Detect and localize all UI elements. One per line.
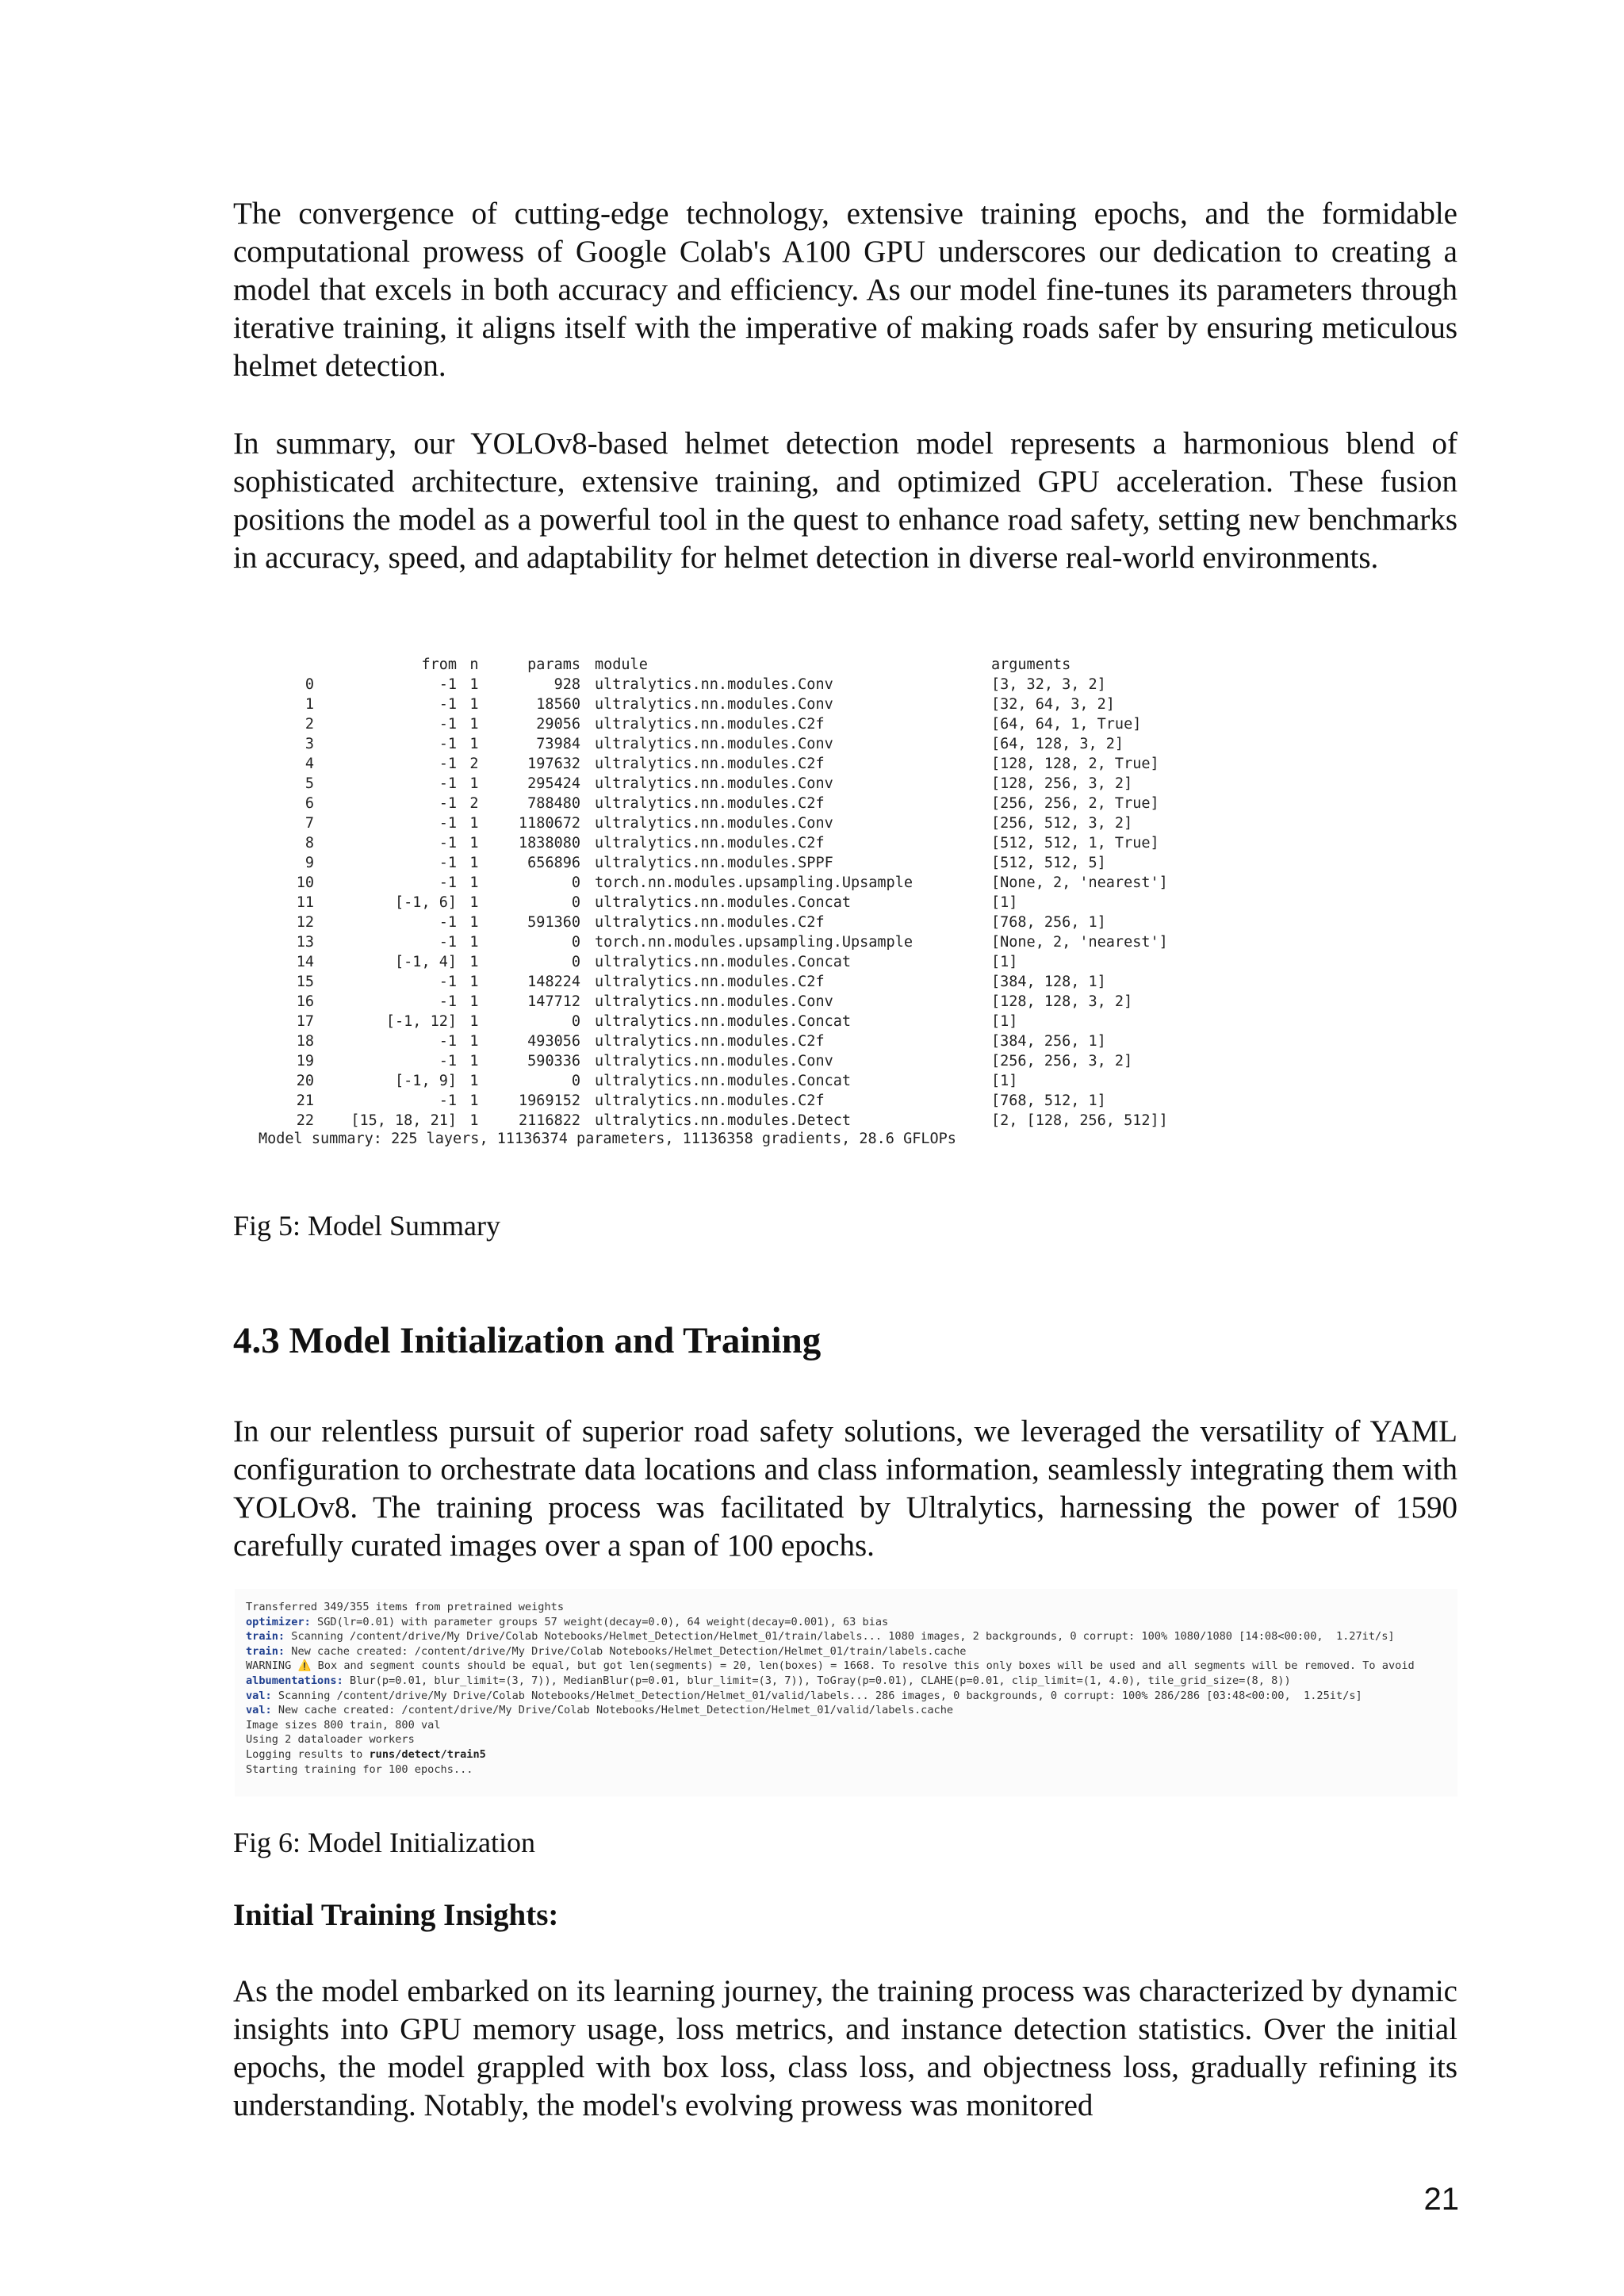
cell-module: torch.nn.modules.upsampling.Upsample bbox=[595, 874, 913, 891]
cell-index: 10 bbox=[296, 874, 314, 891]
cell-module: ultralytics.nn.modules.C2f bbox=[595, 914, 825, 931]
cell-arguments: [768, 256, 1] bbox=[991, 914, 1106, 931]
cell-index: 6 bbox=[304, 795, 314, 812]
cell-n: 1 bbox=[469, 1093, 479, 1109]
cell-arguments: [128, 128, 3, 2] bbox=[991, 993, 1133, 1010]
table-row bbox=[259, 734, 1308, 754]
cell-arguments: [128, 128, 2, True] bbox=[991, 756, 1159, 772]
cell-module: ultralytics.nn.modules.Detect bbox=[595, 1112, 852, 1129]
cell-index: 7 bbox=[304, 815, 314, 832]
cell-params: 0 bbox=[571, 874, 580, 891]
cell-index: 12 bbox=[296, 914, 314, 931]
cell-arguments: [512, 512, 1, True] bbox=[991, 835, 1159, 851]
cell-params: 788480 bbox=[527, 795, 580, 812]
cell-arguments: [None, 2, 'nearest'] bbox=[991, 934, 1168, 951]
cell-from: -1 bbox=[439, 795, 457, 812]
log-line: optimizer: SGD(lr=0.01) with parameter groups 57 weight(decay=0.0), 64 weight(decay=0.001), 63 bias bbox=[246, 1615, 889, 1628]
cell-index: 0 bbox=[304, 676, 314, 693]
cell-params: 0 bbox=[571, 894, 580, 911]
cell-from: -1 bbox=[439, 1053, 457, 1070]
cell-params: 73984 bbox=[536, 736, 580, 752]
cell-module: ultralytics.nn.modules.Conv bbox=[595, 736, 833, 752]
table-row bbox=[259, 1051, 1308, 1071]
cell-from: -1 bbox=[439, 1033, 457, 1050]
cell-index: 21 bbox=[296, 1093, 314, 1109]
cell-n: 1 bbox=[469, 934, 479, 951]
cell-params: 2116822 bbox=[519, 1112, 580, 1129]
cell-n: 1 bbox=[469, 1053, 479, 1070]
cell-index: 8 bbox=[304, 835, 314, 851]
cell-module: ultralytics.nn.modules.C2f bbox=[595, 835, 825, 851]
header-n: n bbox=[469, 656, 479, 673]
cell-from: -1 bbox=[439, 756, 457, 772]
model-summary-header-row bbox=[259, 655, 1308, 675]
cell-from: -1 bbox=[439, 736, 457, 752]
cell-index: 9 bbox=[304, 855, 314, 871]
cell-params: 1838080 bbox=[519, 835, 580, 851]
table-row bbox=[259, 714, 1308, 734]
cell-module: ultralytics.nn.modules.Conv bbox=[595, 676, 833, 693]
cell-from: -1 bbox=[439, 1093, 457, 1109]
model-summary-figure bbox=[246, 652, 1419, 1159]
cell-n: 1 bbox=[469, 775, 479, 792]
cell-from: -1 bbox=[439, 855, 457, 871]
paragraph-summary: In summary, our YOLOv8-based helmet detection model represents a harmonious blend of sophisticated architecture, extensive training, and optimized GPU acceleration. These fusion positions the model as a powerful tool in the quest to enhance road safety, setting new benchmarks in accuracy, speed, and adaptability for helmet detection in diverse real-world environments. bbox=[233, 427, 1457, 575]
cell-arguments: [1] bbox=[991, 894, 1018, 911]
cell-params: 295424 bbox=[527, 775, 580, 792]
paragraph-yaml: In our relentless pursuit of superior road safety solutions, we leveraged the versatility of YAML configuration to orchestrate data locations and class information, seamlessly integrating them with YOLOv8. The training process was facilitated by Ultralytics, harnessing the power of 1590 carefully curated images over a span of 100 epochs. bbox=[233, 1414, 1457, 1563]
cell-from: -1 bbox=[439, 775, 457, 792]
cell-from: [-1, 12] bbox=[385, 1013, 457, 1030]
cell-module: ultralytics.nn.modules.Concat bbox=[595, 1013, 852, 1030]
cell-n: 1 bbox=[469, 993, 479, 1010]
cell-module: ultralytics.nn.modules.Conv bbox=[595, 815, 833, 832]
cell-module: torch.nn.modules.upsampling.Upsample bbox=[595, 934, 913, 951]
cell-n: 1 bbox=[469, 1073, 479, 1089]
cell-module: ultralytics.nn.modules.Conv bbox=[595, 775, 833, 792]
cell-index: 20 bbox=[296, 1073, 314, 1089]
cell-from: -1 bbox=[439, 815, 457, 832]
log-line: albumentations: Blur(p=0.01, blur_limit=(3, 7)), MedianBlur(p=0.01, blur_limit=(3, 7)), ToGray(p=0.01), CLAHE(p=0.01, clip_limit=(1, 4.0), tile_grid_size=(8, 8)) bbox=[246, 1674, 1291, 1687]
cell-arguments: [1] bbox=[991, 954, 1018, 970]
cell-from: [15, 18, 21] bbox=[350, 1112, 457, 1129]
cell-params: 493056 bbox=[527, 1033, 580, 1050]
cell-n: 1 bbox=[469, 696, 479, 713]
cell-module: ultralytics.nn.modules.SPPF bbox=[595, 855, 833, 871]
cell-n: 1 bbox=[469, 1112, 479, 1129]
model-initialization-figure bbox=[235, 1589, 1457, 1797]
page-number: 21 bbox=[1423, 2182, 1459, 2217]
cell-n: 1 bbox=[469, 835, 479, 851]
cell-module: ultralytics.nn.modules.C2f bbox=[595, 795, 825, 812]
cell-module: ultralytics.nn.modules.Concat bbox=[595, 954, 852, 970]
cell-index: 19 bbox=[296, 1053, 314, 1070]
header-module: module bbox=[595, 656, 648, 673]
warning-icon: ⚠️ bbox=[297, 1659, 312, 1673]
cell-arguments: [256, 256, 2, True] bbox=[991, 795, 1159, 812]
paragraph-convergence: The convergence of cutting-edge technology, extensive training epochs, and the formidable computational prowess of Google Colab's A100 GPU underscores our dedication to creating a model that excels in both accuracy and efficiency. As our model fine-tunes its parameters through iterative training, it aligns itself with the imperative of making roads safer by ensuring meticulous helmet detection. bbox=[233, 197, 1457, 383]
cell-module: ultralytics.nn.modules.Conv bbox=[595, 1053, 833, 1070]
cell-params: 197632 bbox=[527, 756, 580, 772]
cell-from: -1 bbox=[439, 696, 457, 713]
paragraph-training-insights: As the model embarked on its learning journey, the training process was characterized by dynamic insights into GPU memory usage, loss metrics, and instance detection statistics. Over the initial epochs, the model grappled with box loss, class loss, and objectness loss, gradually refining its understanding. Notably, the model's evolving prowess was monitored bbox=[233, 1974, 1457, 2122]
cell-arguments: [64, 64, 1, True] bbox=[991, 716, 1142, 733]
cell-index: 13 bbox=[296, 934, 314, 951]
cell-index: 5 bbox=[304, 775, 314, 792]
cell-params: 591360 bbox=[527, 914, 580, 931]
table-row bbox=[259, 813, 1308, 833]
cell-n: 1 bbox=[469, 736, 479, 752]
header-arguments: arguments bbox=[991, 656, 1071, 673]
cell-from: -1 bbox=[439, 974, 457, 990]
cell-params: 0 bbox=[571, 1073, 580, 1089]
table-row bbox=[259, 893, 1308, 913]
header-params: params bbox=[527, 656, 580, 673]
cell-params: 147712 bbox=[527, 993, 580, 1010]
cell-arguments: [32, 64, 3, 2] bbox=[991, 696, 1115, 713]
table-row bbox=[259, 972, 1308, 992]
cell-n: 1 bbox=[469, 716, 479, 733]
cell-arguments: [1] bbox=[991, 1073, 1018, 1089]
cell-module: ultralytics.nn.modules.C2f bbox=[595, 1033, 825, 1050]
log-line: Image sizes 800 train, 800 val bbox=[246, 1718, 441, 1732]
table-row bbox=[259, 873, 1308, 893]
table-row bbox=[259, 1012, 1308, 1031]
table-row bbox=[259, 695, 1308, 714]
cell-n: 1 bbox=[469, 815, 479, 832]
table-row bbox=[259, 833, 1308, 853]
table-row bbox=[259, 913, 1308, 932]
cell-from: -1 bbox=[439, 835, 457, 851]
cell-index: 18 bbox=[296, 1033, 314, 1050]
table-row bbox=[259, 932, 1308, 952]
cell-arguments: [None, 2, 'nearest'] bbox=[991, 874, 1168, 891]
cell-arguments: [3, 32, 3, 2] bbox=[991, 676, 1106, 693]
log-line: val: New cache created: /content/drive/My Drive/Colab Notebooks/Helmet_Detection/Helmet_01/valid/labels.cache bbox=[246, 1704, 954, 1717]
cell-from: -1 bbox=[439, 676, 457, 693]
cell-from: -1 bbox=[439, 934, 457, 951]
model-summary-body bbox=[259, 675, 1308, 1131]
cell-n: 1 bbox=[469, 894, 479, 911]
table-row bbox=[259, 754, 1308, 774]
cell-arguments: [64, 128, 3, 2] bbox=[991, 736, 1124, 752]
table-row bbox=[259, 1071, 1308, 1091]
log-line: Transferred 349/355 items from pretrained weights bbox=[246, 1601, 565, 1613]
cell-index: 4 bbox=[304, 756, 314, 772]
cell-params: 18560 bbox=[536, 696, 580, 713]
cell-index: 15 bbox=[296, 974, 314, 990]
cell-arguments: [768, 512, 1] bbox=[991, 1093, 1106, 1109]
cell-n: 1 bbox=[469, 1013, 479, 1030]
cell-from: -1 bbox=[439, 716, 457, 733]
cell-params: 1180672 bbox=[519, 815, 580, 832]
cell-from: [-1, 6] bbox=[395, 894, 457, 911]
figure-5-caption: Fig 5: Model Summary bbox=[233, 1210, 501, 1242]
cell-n: 1 bbox=[469, 974, 479, 990]
cell-module: ultralytics.nn.modules.C2f bbox=[595, 716, 825, 733]
cell-from: -1 bbox=[439, 993, 457, 1010]
cell-index: 16 bbox=[296, 993, 314, 1010]
cell-index: 17 bbox=[296, 1013, 314, 1030]
cell-n: 1 bbox=[469, 1033, 479, 1050]
cell-n: 2 bbox=[469, 756, 479, 772]
cell-n: 1 bbox=[469, 954, 479, 970]
cell-params: 0 bbox=[571, 954, 580, 970]
cell-arguments: [256, 256, 3, 2] bbox=[991, 1053, 1133, 1070]
cell-n: 2 bbox=[469, 795, 479, 812]
log-line: WARNING ⚠️ Box and segment counts should be equal, but got len(segments) = 20, len(boxes) = 1668. To resolve this only boxes will be used and all segments will be removed. To avoid bbox=[246, 1659, 1415, 1673]
log-line: Using 2 dataloader workers bbox=[246, 1733, 415, 1747]
log-line: val: Scanning /content/drive/My Drive/Colab Notebooks/Helmet_Detection/Helmet_01/valid/labels... 286 images, 0 backgrounds, 0 corrupt: 100% 286/286 [03:48<00:00, 1.25it/s] bbox=[246, 1689, 1362, 1702]
cell-n: 1 bbox=[469, 676, 479, 693]
cell-n: 1 bbox=[469, 914, 479, 931]
cell-from: [-1, 9] bbox=[395, 1073, 457, 1089]
cell-from: [-1, 4] bbox=[395, 954, 457, 970]
cell-arguments: [128, 256, 3, 2] bbox=[991, 775, 1133, 792]
cell-module: ultralytics.nn.modules.C2f bbox=[595, 756, 825, 772]
cell-params: 656896 bbox=[527, 855, 580, 871]
cell-arguments: [384, 128, 1] bbox=[991, 974, 1106, 990]
subsection-heading: Initial Training Insights: bbox=[233, 1898, 559, 1932]
table-row bbox=[259, 1091, 1308, 1111]
table-row bbox=[259, 1111, 1308, 1131]
header-index bbox=[259, 655, 314, 675]
model-summary-table bbox=[259, 655, 1308, 1131]
cell-n: 1 bbox=[469, 855, 479, 871]
cell-params: 590336 bbox=[527, 1053, 580, 1070]
cell-index: 3 bbox=[304, 736, 314, 752]
cell-arguments: [256, 512, 3, 2] bbox=[991, 815, 1133, 832]
log-line: Logging results to runs/detect/train5 bbox=[246, 1747, 486, 1761]
cell-arguments: [1] bbox=[991, 1013, 1018, 1030]
cell-from: -1 bbox=[439, 914, 457, 931]
cell-params: 148224 bbox=[527, 974, 580, 990]
cell-params: 29056 bbox=[536, 716, 580, 733]
table-row bbox=[259, 992, 1308, 1012]
table-row bbox=[259, 794, 1308, 813]
log-line: train: Scanning /content/drive/My Drive/Colab Notebooks/Helmet_Detection/Helmet_01/train/labels... 1080 images, 2 backgrounds, 0 corrupt: 100% 1080/1080 [14:08<00:00, 1.27it/s] bbox=[246, 1630, 1395, 1644]
cell-arguments: [512, 512, 5] bbox=[991, 855, 1106, 871]
cell-module: ultralytics.nn.modules.C2f bbox=[595, 1093, 825, 1109]
cell-arguments: [384, 256, 1] bbox=[991, 1033, 1106, 1050]
cell-module: ultralytics.nn.modules.Concat bbox=[595, 1073, 852, 1089]
cell-module: ultralytics.nn.modules.Conv bbox=[595, 993, 833, 1010]
table-row bbox=[259, 1031, 1308, 1051]
cell-params: 0 bbox=[571, 1013, 580, 1030]
cell-module: ultralytics.nn.modules.Conv bbox=[595, 696, 833, 713]
cell-index: 11 bbox=[296, 894, 314, 911]
cell-n: 1 bbox=[469, 874, 479, 891]
table-row bbox=[259, 774, 1308, 794]
table-row bbox=[259, 675, 1308, 695]
header-from: from bbox=[421, 656, 457, 673]
cell-module: ultralytics.nn.modules.C2f bbox=[595, 974, 825, 990]
table-row bbox=[259, 952, 1308, 972]
model-summary-line: Model summary: 225 layers, 11136374 parameters, 11136358 gradients, 28.6 GFLOPs bbox=[259, 1131, 956, 1147]
figure-6-caption: Fig 6: Model Initialization bbox=[233, 1827, 535, 1858]
cell-params: 1969152 bbox=[519, 1093, 580, 1109]
cell-index: 14 bbox=[296, 954, 314, 970]
cell-module: ultralytics.nn.modules.Concat bbox=[595, 894, 852, 911]
section-heading: 4.3 Model Initialization and Training bbox=[233, 1320, 822, 1361]
log-line: train: New cache created: /content/drive/My Drive/Colab Notebooks/Helmet_Detection/Helmet_01/train/labels.cache bbox=[246, 1644, 967, 1658]
cell-arguments: [2, [128, 256, 512]] bbox=[991, 1112, 1168, 1129]
log-line: Starting training for 100 epochs... bbox=[246, 1762, 473, 1776]
cell-index: 22 bbox=[296, 1112, 314, 1129]
table-row bbox=[259, 853, 1308, 873]
cell-index: 1 bbox=[304, 696, 314, 713]
cell-params: 0 bbox=[571, 934, 580, 951]
training-log bbox=[246, 1600, 1451, 1777]
cell-params: 928 bbox=[553, 676, 580, 693]
cell-index: 2 bbox=[304, 716, 314, 733]
cell-from: -1 bbox=[439, 874, 457, 891]
